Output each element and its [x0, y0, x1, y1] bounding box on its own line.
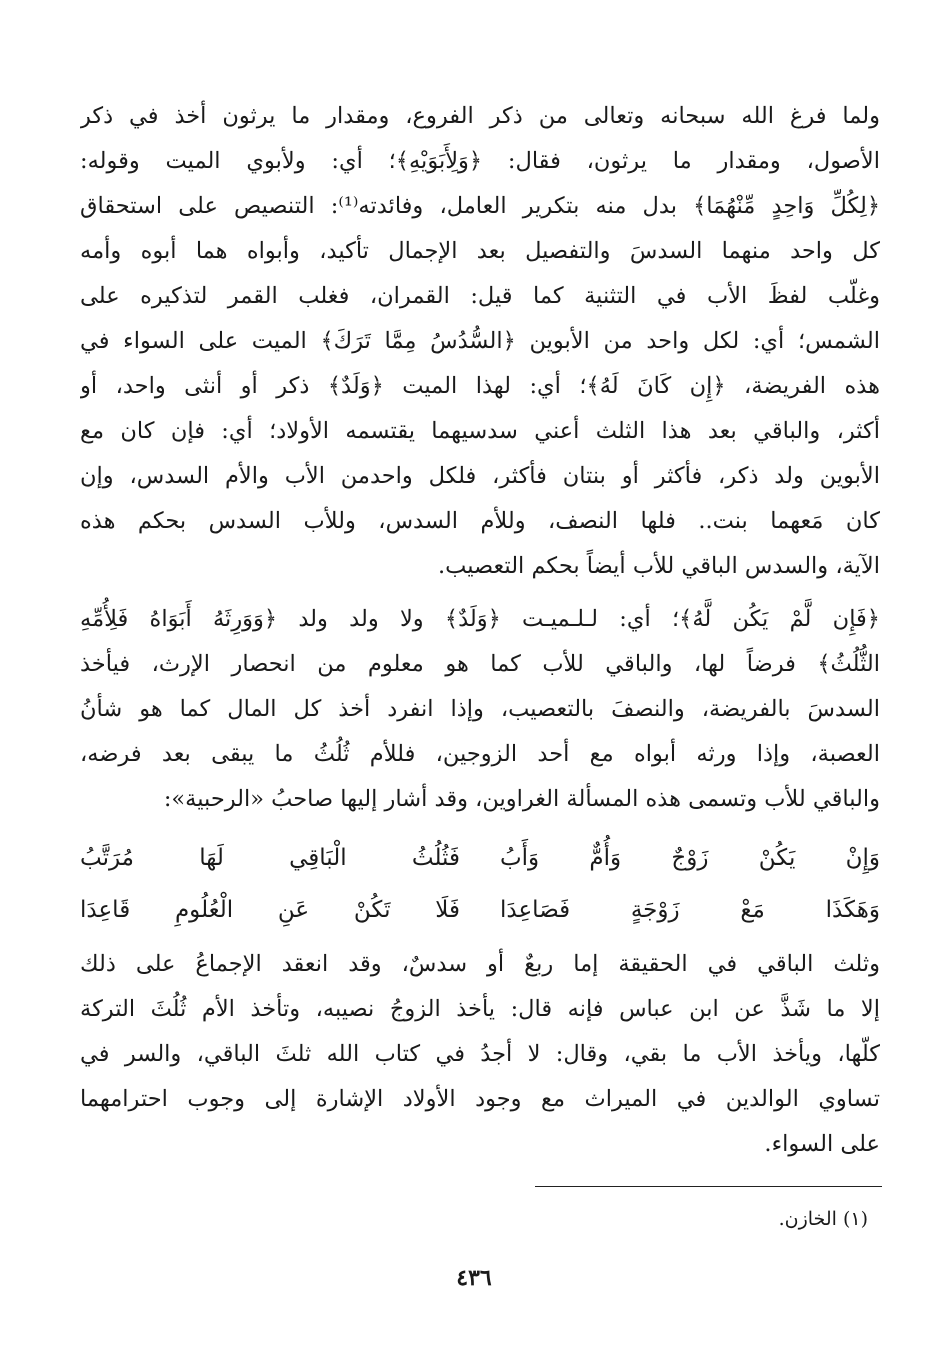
text-line: كان مَعهما بنت.. فلها النصف، وللأم السدس، وللأب السدس بحكم هذه	[80, 508, 880, 534]
verse-first-hemistich: وَإِنْ يَكُنْ زَوْجٌ وَأُمٌّ وَأَبُ	[500, 845, 880, 871]
text-line: هذه الفريضة، ﴿إِن كَانَ لَهُ﴾؛ أي: لهذا الميت ﴿وَلَدٌ﴾ ذكر أو أنثى واحد، أو	[80, 373, 880, 399]
text-line: والباقي للأب وتسمى هذه المسألة الغراوين، وقد أشار إليها صاحبُ «الرحبية»:	[163, 786, 880, 812]
text-line: أكثر، والباقي بعد هذا الثلث أعني سدسيهما يقتسمه الأولاد؛ أي: فإن كان مع	[80, 418, 880, 444]
verse-row	[80, 884, 880, 936]
text-line: على السواء.	[764, 1131, 880, 1157]
verse-first-hemistich: وَهَكَذَا مَعْ زَوْجَةٍ فَصَاعِدَا	[500, 897, 880, 923]
text-line: ولما فرغ الله سبحانه وتعالى من ذكر الفروع، ومقدار ما يرثون أخذ في ذكر	[80, 103, 880, 129]
page-number: ٤٣٦	[456, 1265, 492, 1291]
paragraph-3	[80, 942, 880, 1167]
text-line: ﴿لِكُلِّ وَاحِدٍ مِّنْهُمَا﴾ بدل منه بتكرير العامل، وفائدته⁽¹⁾: التنصيص على استحقاق	[80, 193, 880, 219]
text-line: كل واحد منهما السدسَ والتفصيل بعد الإجمال تأكيد، وأبواه هما أبوه وأمه	[80, 238, 880, 264]
verse-second-hemistich: فَثُلُثُ الْبَاقِي لَهَا مُرَتَّبُ	[80, 845, 460, 871]
text-line: العصبة، وإذا ورثه أبواه مع أحد الزوجين، فللأم ثُلُثُ ما يبقى بعد فرضه،	[80, 741, 880, 767]
footnote-text: الخازن.	[778, 1208, 837, 1230]
text-line: ﴿فَإِن لَّمْ يَكُن لَّهُ﴾؛ أي: لـلـميـت ﴿وَلَدٌ﴾ ولا ولد ولد ﴿وَوَرِثَهُ أَبَوَاهُ فَلِأُمِّهِ	[80, 606, 880, 632]
paragraph-1	[80, 94, 880, 589]
text-line: الشمس؛ أي: لكل واحد من الأبوين ﴿السُّدُسُ مِمَّا تَرَكَ﴾ الميت على السواء في	[80, 328, 880, 354]
footnote	[779, 1204, 868, 1234]
paragraph-gap	[80, 589, 880, 597]
poem-verses	[80, 832, 880, 936]
text-line: السدسَ بالفريضة، والنصفَ بالتعصيب، وإذا انفرد أخذ كل المال كما هو شأنُ	[80, 696, 880, 722]
text-line: وغلّب لفظَ الأب في التثنية كما قيل: القمران، فغلب القمر لتذكيره على	[80, 283, 880, 309]
footnote-marker: (١)	[842, 1208, 868, 1230]
footnote-divider	[535, 1186, 882, 1187]
text-line: الأبوين ولد ذكر، فأكثر أو بنتان فأكثر، فلكل واحدمن الأب والأم السدس، وإن	[80, 463, 880, 489]
text-line: وثلث الباقي في الحقيقة إما ربعٌ أو سدسٌ، وقد انعقد الإجماعُ على ذلك	[80, 951, 880, 977]
text-line: إلا ما شَذَّ عن ابن عباس فإنه قال: يأخذ الزوجُ نصيبه، وتأخذ الأم ثُلُثَ التركة	[80, 996, 880, 1022]
text-line: تساوي الوالدين في الميراث مع وجود الأولاد الإشارة إلى وجوب احترامهما	[80, 1086, 880, 1112]
text-line: الأصول، ومقدار ما يرثون، فقال: ﴿وَلِأَبَوَيْهِ﴾؛ أي: ولأبوي الميت وقوله:	[80, 148, 880, 174]
main-text	[80, 94, 880, 1167]
paragraph-2	[80, 597, 880, 822]
verse-row	[80, 832, 880, 884]
verse-second-hemistich: فَلَا تَكُنْ عَنِ الْعُلُومِ قَاعِدَا	[80, 897, 460, 923]
text-line: الثُّلُثُ﴾ فرضاً لها، والباقي للأب كما هو معلوم من انحصار الإرث، فيأخذ	[80, 651, 880, 677]
text-line: كلّها، ويأخذ الأب ما بقي، وقال: لا أجدُ في كتاب الله ثلثَ الباقي، والسر في	[80, 1041, 880, 1067]
text-line: الآية، والسدس الباقي للأب أيضاً بحكم التعصيب.	[438, 553, 880, 579]
